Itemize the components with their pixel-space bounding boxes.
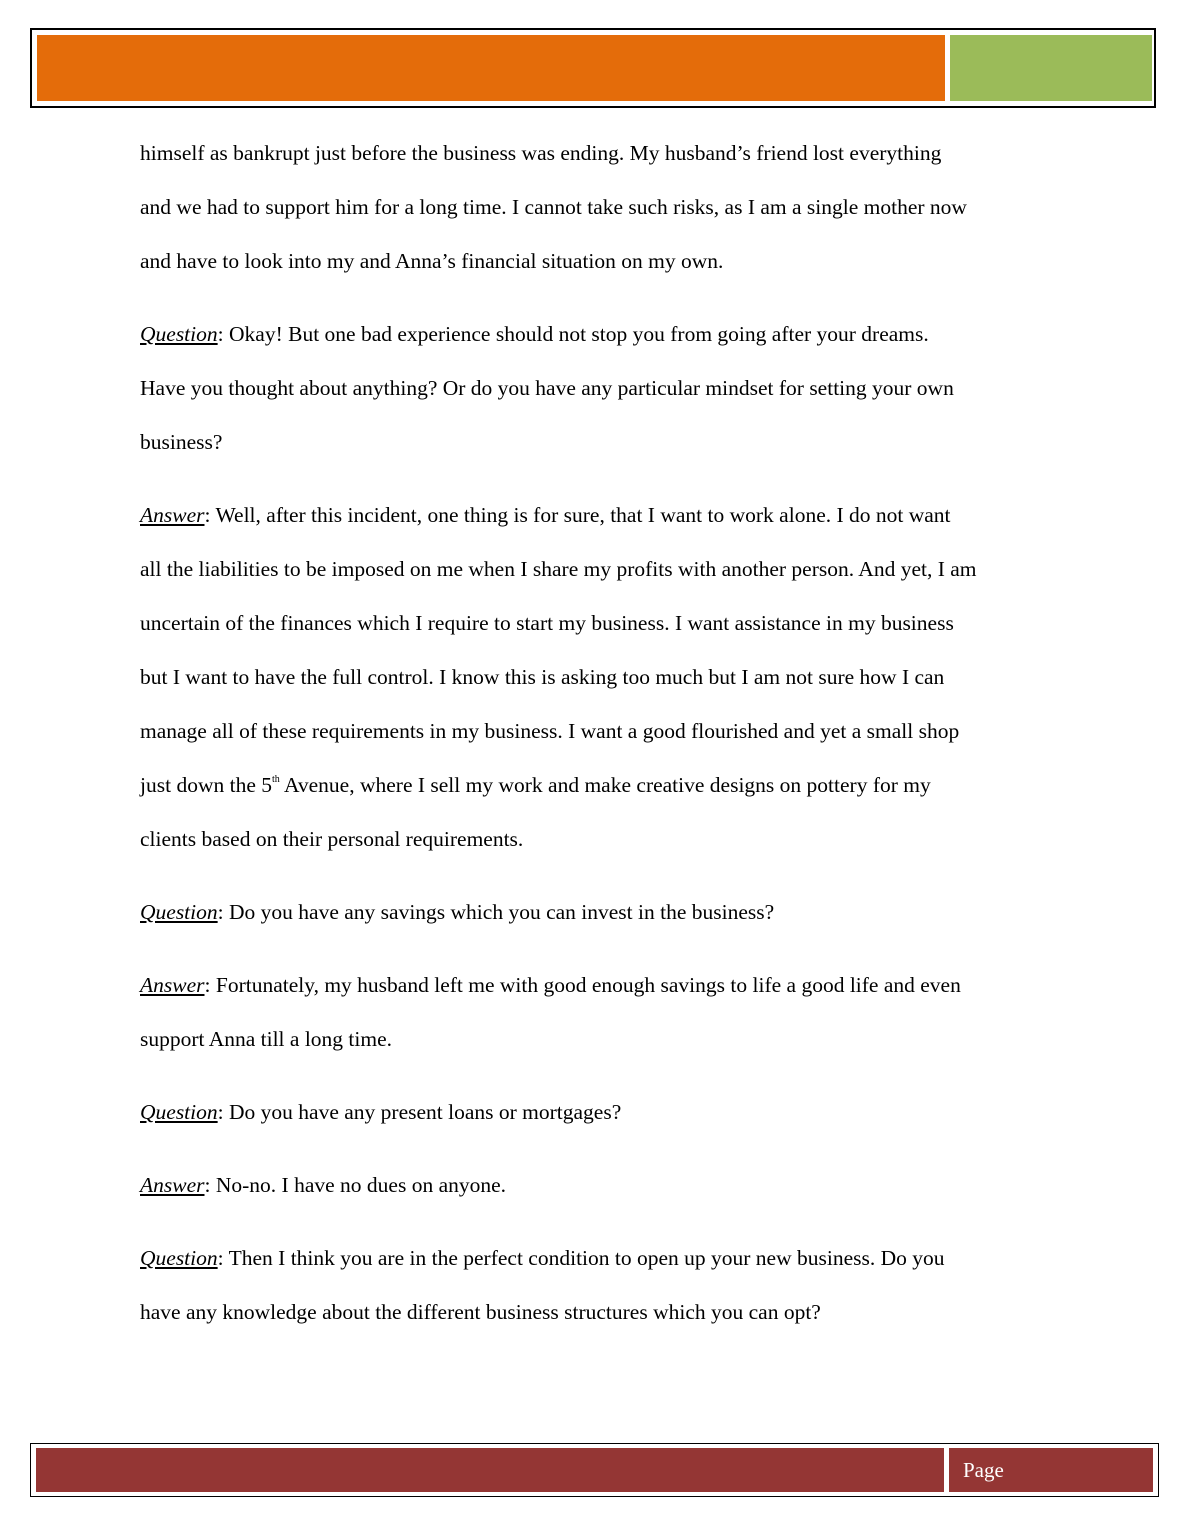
question-text: Do you have any savings which you can invest in the business? — [229, 900, 775, 924]
text-line: manage all of these requirements in my business. I want a good flourished and yet a small shop — [140, 719, 960, 743]
text-line — [140, 885, 1060, 939]
text-line: all the liabilities to be imposed on me when I share my profits with another person. And yet, I am — [140, 557, 977, 581]
text-line — [140, 1158, 1060, 1212]
text-line — [140, 1231, 1060, 1285]
page-label: Page — [963, 1458, 1004, 1482]
question-text: Okay! But one bad experience should not stop you from going after your dreams. — [229, 322, 929, 346]
answer-text: No-no. I have no dues on anyone. — [215, 1173, 507, 1197]
label-separator: : — [217, 1246, 229, 1270]
text-line: and have to look into my and Anna’s financial situation on my own. — [140, 249, 724, 273]
footer-bar — [36, 1448, 944, 1492]
text-line: but I want to have the full control. I know this is asking too much but I am not sure how I can — [140, 665, 945, 689]
text-line: clients based on their personal requirements. — [140, 827, 524, 851]
text-line: uncertain of the finances which I require to start my business. I want assistance in my business — [140, 611, 954, 635]
question-paragraph — [140, 885, 1060, 939]
question-label: Question — [140, 1100, 218, 1124]
label-separator: : — [204, 973, 216, 997]
text-line: have any knowledge about the different business structures which you can opt? — [140, 1300, 821, 1324]
label-separator: : — [217, 900, 229, 924]
text-line — [140, 488, 1060, 542]
ordinal-superscript: th — [271, 773, 280, 785]
text-line — [140, 958, 1060, 1012]
question-label: Question — [140, 1246, 218, 1270]
text-fragment: Avenue, where I sell my work and make creative designs on pottery for my — [279, 773, 931, 797]
header-band — [30, 28, 1156, 108]
footer-band — [30, 1443, 1159, 1497]
question-paragraph — [140, 1085, 1060, 1139]
text-line — [140, 758, 1060, 812]
question-text: Do you have any present loans or mortgages? — [229, 1100, 622, 1124]
answer-label: Answer — [140, 973, 205, 997]
question-label: Question — [140, 900, 218, 924]
answer-paragraph — [140, 1158, 1060, 1212]
label-separator: : — [217, 1100, 229, 1124]
footer-page-block — [949, 1448, 1153, 1492]
answer-text: Well, after this incident, one thing is for sure, that I want to work alone. I do not want — [215, 503, 951, 527]
header-orange-bar — [37, 35, 945, 101]
header-green-block — [950, 35, 1152, 101]
text-line: Have you thought about anything? Or do you have any particular mindset for setting your own — [140, 376, 954, 400]
text-line: support Anna till a long time. — [140, 1027, 393, 1051]
text-line: himself as bankrupt just before the business was ending. My husband’s friend lost everything — [140, 141, 942, 165]
answer-text: Fortunately, my husband left me with good enough savings to life a good life and even — [215, 973, 961, 997]
question-label: Question — [140, 322, 218, 346]
text-line: business? — [140, 430, 223, 454]
paragraph-continuation — [140, 126, 1060, 288]
document-body — [140, 126, 1060, 1358]
answer-label: Answer — [140, 1173, 205, 1197]
text-fragment: just down the 5 — [140, 773, 272, 797]
label-separator: : — [204, 503, 216, 527]
answer-paragraph — [140, 958, 1060, 1066]
answer-paragraph — [140, 488, 1060, 866]
text-line: and we had to support him for a long time. I cannot take such risks, as I am a single mother now — [140, 195, 967, 219]
question-text: Then I think you are in the perfect condition to open up your new business. Do you — [228, 1246, 945, 1270]
text-line — [140, 1085, 1060, 1139]
label-separator: : — [204, 1173, 216, 1197]
question-paragraph — [140, 1231, 1060, 1339]
answer-label: Answer — [140, 503, 205, 527]
label-separator: : — [217, 322, 229, 346]
text-line — [140, 307, 1060, 361]
question-paragraph — [140, 307, 1060, 469]
